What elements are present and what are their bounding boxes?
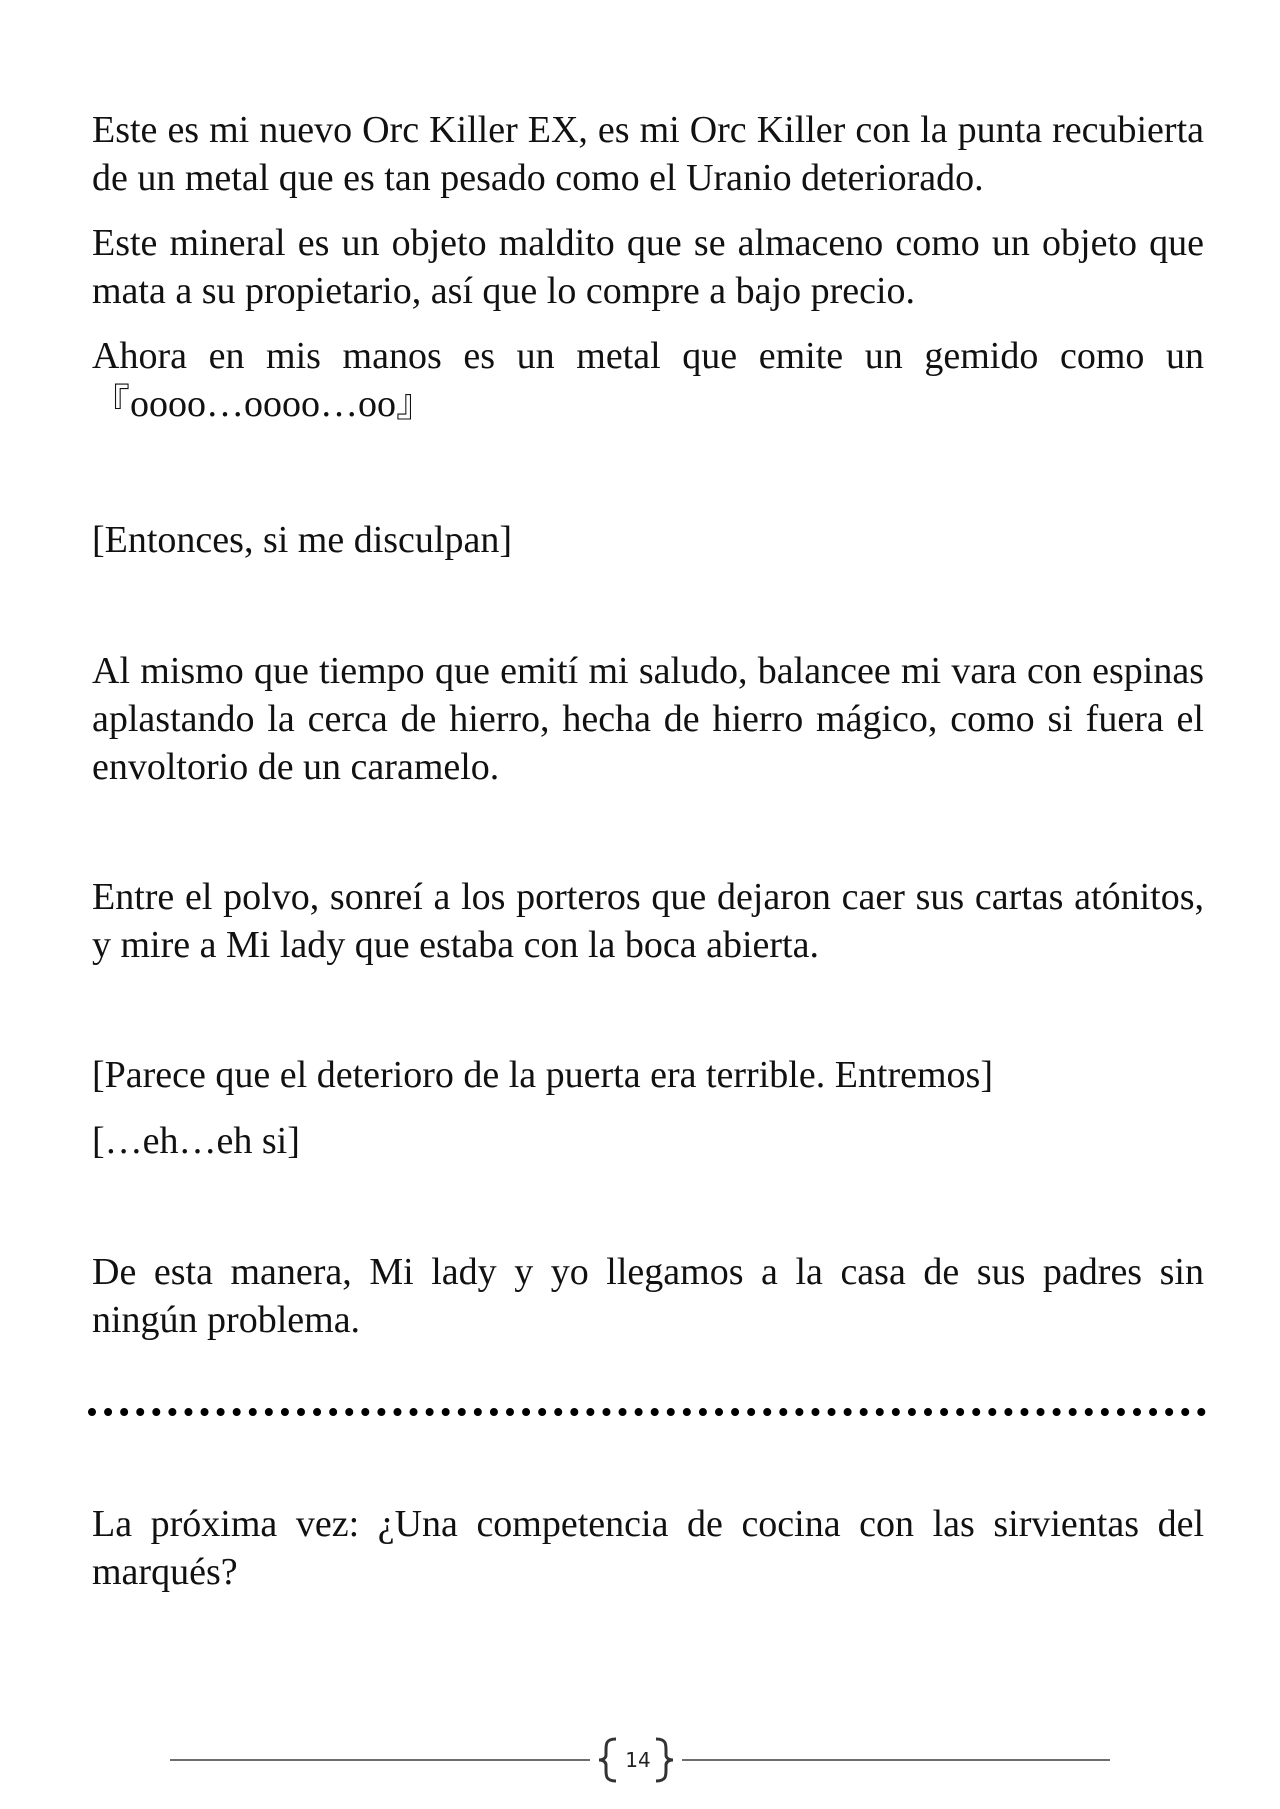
paragraph-mineral: Este mineral es un objeto maldito que se almaceno como un objeto que mata a su propietario, así que lo compre a bajo precio. [92, 222, 1204, 312]
paragraph-porteros: Entre el polvo, sonreí a los porteros que dejaron caer sus cartas atónitos, y mire a Mi lady que estaba con la boca abierta. [92, 876, 1204, 966]
paragraph-dialogue-entremos: [Parece que el deterioro de la puerta era terrible. Entremos] [92, 1054, 993, 1096]
paragraph-proxima-vez: La próxima vez: ¿Una competencia de cocina con las sirvientas del marqués? [92, 1503, 1204, 1593]
paragraph-orc-killer: Este es mi nuevo Orc Killer EX, es mi Orc Killer con la punta recubierta de un metal que es tan pesado como el Uranio deteriorado. [92, 109, 1204, 199]
paragraph-saludo: Al mismo que tiempo que emití mi saludo, balancee mi vara con espinas aplastando la cerca de hierro, hecha de hierro mágico, como si fuera el envoltorio de un caramelo. [92, 650, 1204, 788]
paragraph-gemido: Ahora en mis manos es un metal que emite un gemido como un 『oooo…oooo…oo』 [92, 335, 1204, 425]
paragraph-llegamos: De esta manera, Mi lady y yo llegamos a la casa de sus padres sin ningún problema. [92, 1251, 1204, 1341]
right-brace-icon [642, 1736, 682, 1784]
paragraph-dialogue-disculpan: [Entonces, si me disculpan] [92, 519, 513, 561]
footer-rule-right [682, 1759, 1110, 1761]
footer-rule-left [170, 1759, 590, 1761]
dotted-separator [88, 1408, 1206, 1416]
paragraph-dialogue-eh-si: […eh…eh si] [92, 1120, 300, 1162]
page-footer [170, 1732, 1110, 1788]
page-number: 14 [625, 1748, 651, 1772]
